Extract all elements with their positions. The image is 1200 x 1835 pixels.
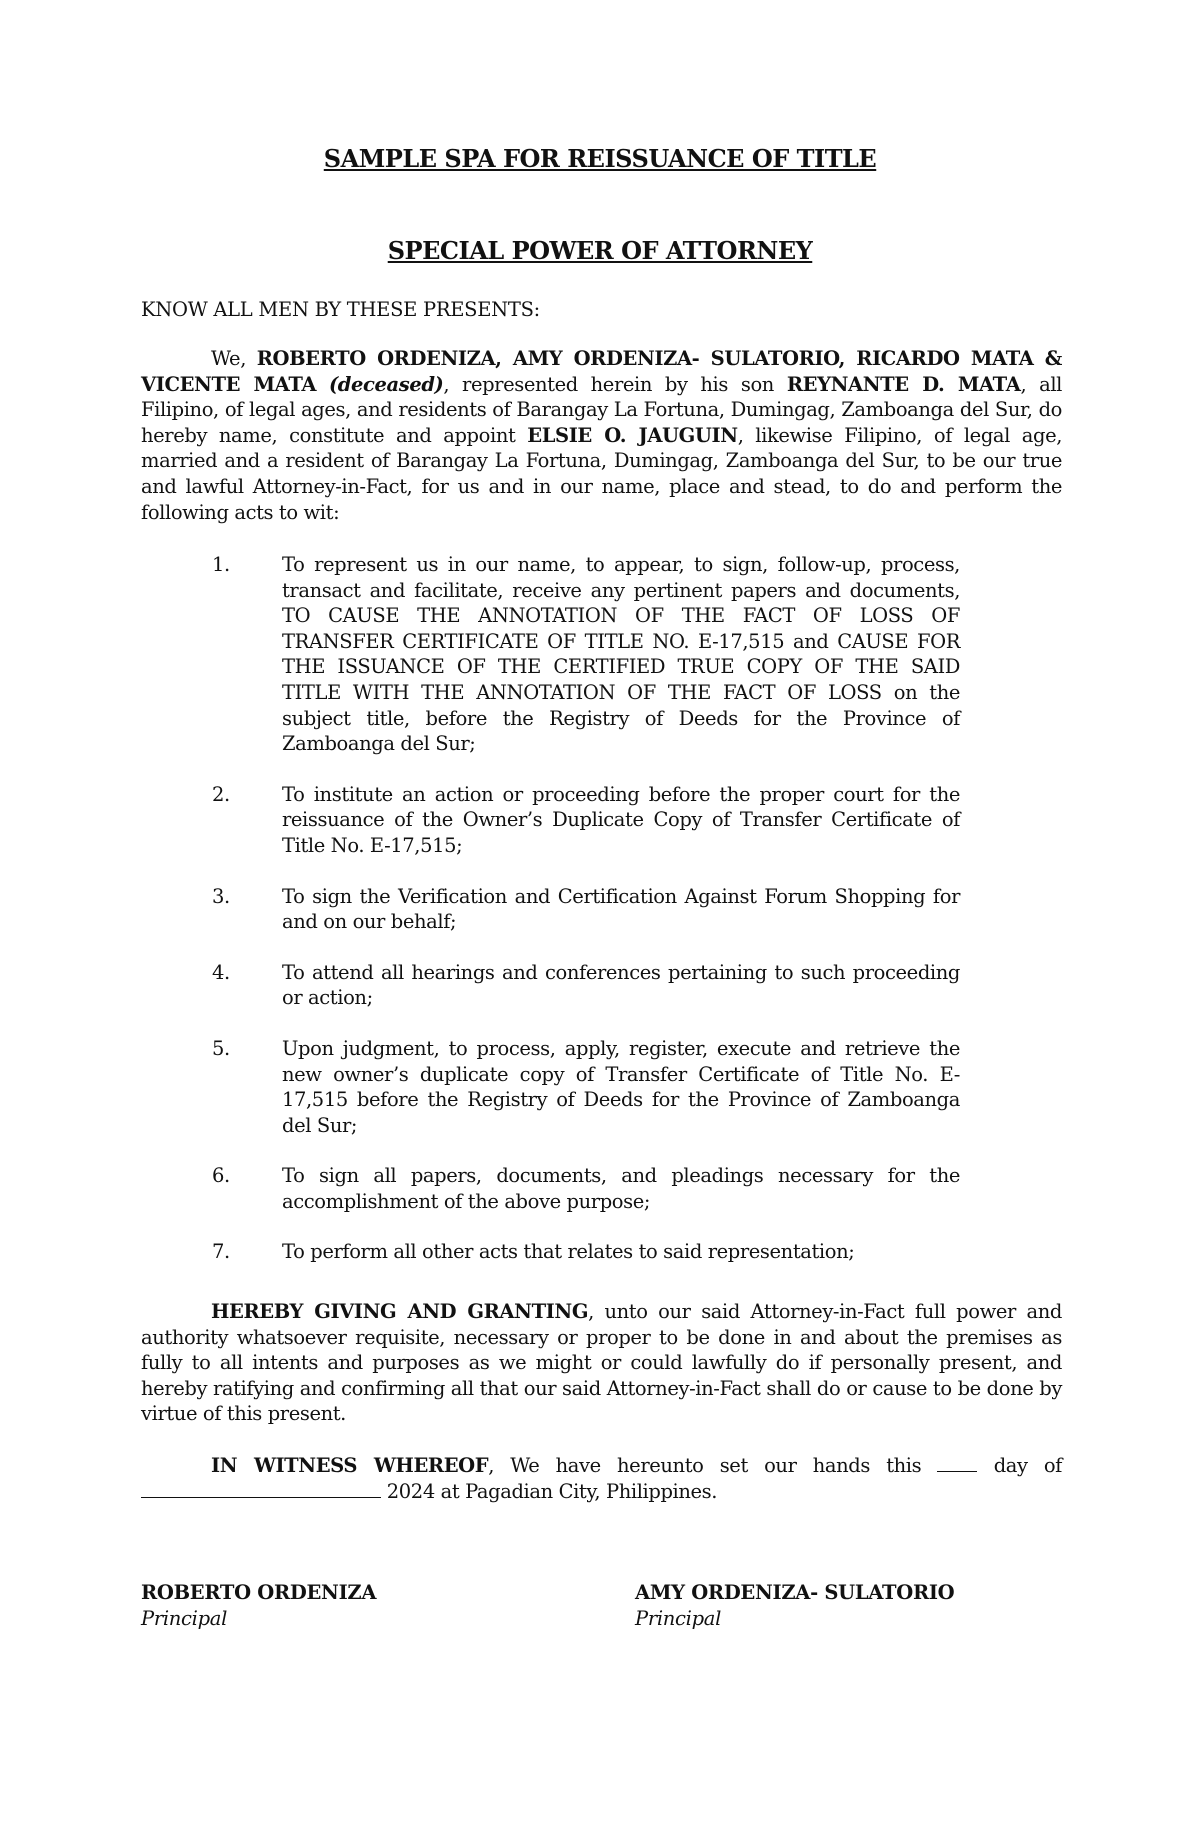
signatory-block	[141, 1580, 376, 1631]
act-item	[212, 782, 960, 859]
signatory-block	[635, 1580, 954, 1631]
act-number: 2.	[212, 782, 230, 806]
signatory-name: AMY ORDENIZA- SULATORIO	[635, 1581, 955, 1604]
we-text: We,	[211, 347, 257, 370]
document-heading: SPECIAL POWER OF ATTORNEY	[387, 236, 813, 265]
act-text: Upon judgment, to process, apply, register, execute and retrieve the new owner’s duplicate copy of Transfer Certificate of Title No. E-17,515 before the Registry of Deeds for the Province of Zamboanga del Sur;	[282, 1036, 960, 1137]
act-number: 3.	[212, 884, 230, 908]
act-text: To attend all hearings and conferences pertaining to such proceeding or action;	[282, 960, 960, 1010]
act-text: To sign all papers, documents, and pleadings necessary for the accomplishment of the above purpose;	[282, 1164, 960, 1213]
act-text: To represent us in our name, to appear, to sign, follow-up, process, transact and facilitate, receive any pertinent papers and documents, TO CAUSE THE ANNOTATION OF THE FACT OF LOSS OF TRANSFER CERTIFICATE OF TITLE NO. E-17,515 and CAUSE FOR THE ISSUANCE OF THE CERTIFIED TRUE COPY OF THE SAID TITLE WITH THE ANNOTATION OF THE FACT OF LOSS on the subject title, before the Registry of Deeds for the Province of Zamboanga del Sur;	[282, 553, 960, 756]
residency-text: , all Filipino, of legal ages, and residents of Barangay La Fortuna, Dumingag, Zamboanga del Sur, do hereby name, constitute and appoint	[141, 372, 1063, 447]
granting-text: , unto our said Attorney-in-Fact full power and authority whatsoever requisite, necessary or proper to be done in and about the premises as fully to all intents and purposes as we might or could lawfully do if personally present, and hereby ratifying and confirming all that our said Attorney-in-Fact shall do or cause to be done by virtue of this present.	[141, 1300, 1062, 1426]
witness-text: , We have hereunto set our hands this	[488, 1454, 938, 1477]
act-item	[212, 1036, 960, 1138]
opening-paragraph	[141, 346, 1062, 525]
witness-lead: IN WITNESS WHEREOF	[211, 1454, 489, 1477]
act-text: To institute an action or proceeding before the proper court for the reissuance of the Owner’s Duplicate Copy of Transfer Certificate of Title No. E-17,515;	[282, 782, 960, 857]
act-number: 1.	[212, 553, 230, 576]
representative-name: REYNANTE D. MATA	[786, 372, 1021, 396]
attorney-text: , likewise Filipino, of legal age, married and a resident of Barangay La Fortuna, Dumingag, Zamboanga del Sur, to be our true and lawful Attorney-in-Fact, for us and in our name, place and stead, to do and perform the following acts to wit:	[141, 423, 1063, 524]
witness-paragraph	[141, 1453, 1062, 1504]
deceased-note: (deceased)	[328, 372, 444, 396]
day-blank[interactable]	[937, 1453, 977, 1472]
act-number: 7.	[212, 1240, 230, 1264]
act-text: To perform all other acts that relates to said representation;	[282, 1240, 855, 1264]
act-number: 5.	[212, 1036, 230, 1060]
representation-text: , represented herein by his son	[443, 372, 787, 396]
act-number: 6.	[212, 1164, 230, 1188]
act-text: To sign the Verification and Certification Against Forum Shopping for and on our behalf;	[282, 884, 960, 934]
act-item	[212, 884, 960, 935]
intro-line: KNOW ALL MEN BY THESE PRESENTS:	[141, 298, 540, 321]
principals-names: ROBERTO ORDENIZA, AMY ORDENIZA- SULATORIO, RICARDO MATA & VICENTE MATA	[141, 347, 1062, 396]
signatory-role: Principal	[141, 1606, 228, 1630]
granting-paragraph	[141, 1299, 1062, 1427]
act-item	[212, 960, 960, 1011]
act-item	[212, 1239, 960, 1265]
signatory-name: ROBERTO ORDENIZA	[141, 1581, 377, 1604]
document-title: SAMPLE SPA FOR REISSUANCE OF TITLE	[323, 144, 877, 173]
witness-day-of: day of	[977, 1454, 1062, 1477]
attorney-name: ELSIE O. JAUGUIN	[527, 423, 738, 447]
month-blank[interactable]	[141, 1479, 381, 1498]
witness-end: 2024 at Pagadian City, Philippines.	[381, 1479, 718, 1503]
act-item	[212, 1163, 960, 1214]
act-item	[212, 552, 960, 757]
acts-list	[212, 552, 960, 1290]
signatory-role: Principal	[635, 1606, 722, 1630]
act-number: 4.	[212, 960, 230, 984]
granting-lead: HEREBY GIVING AND GRANTING	[211, 1300, 589, 1323]
